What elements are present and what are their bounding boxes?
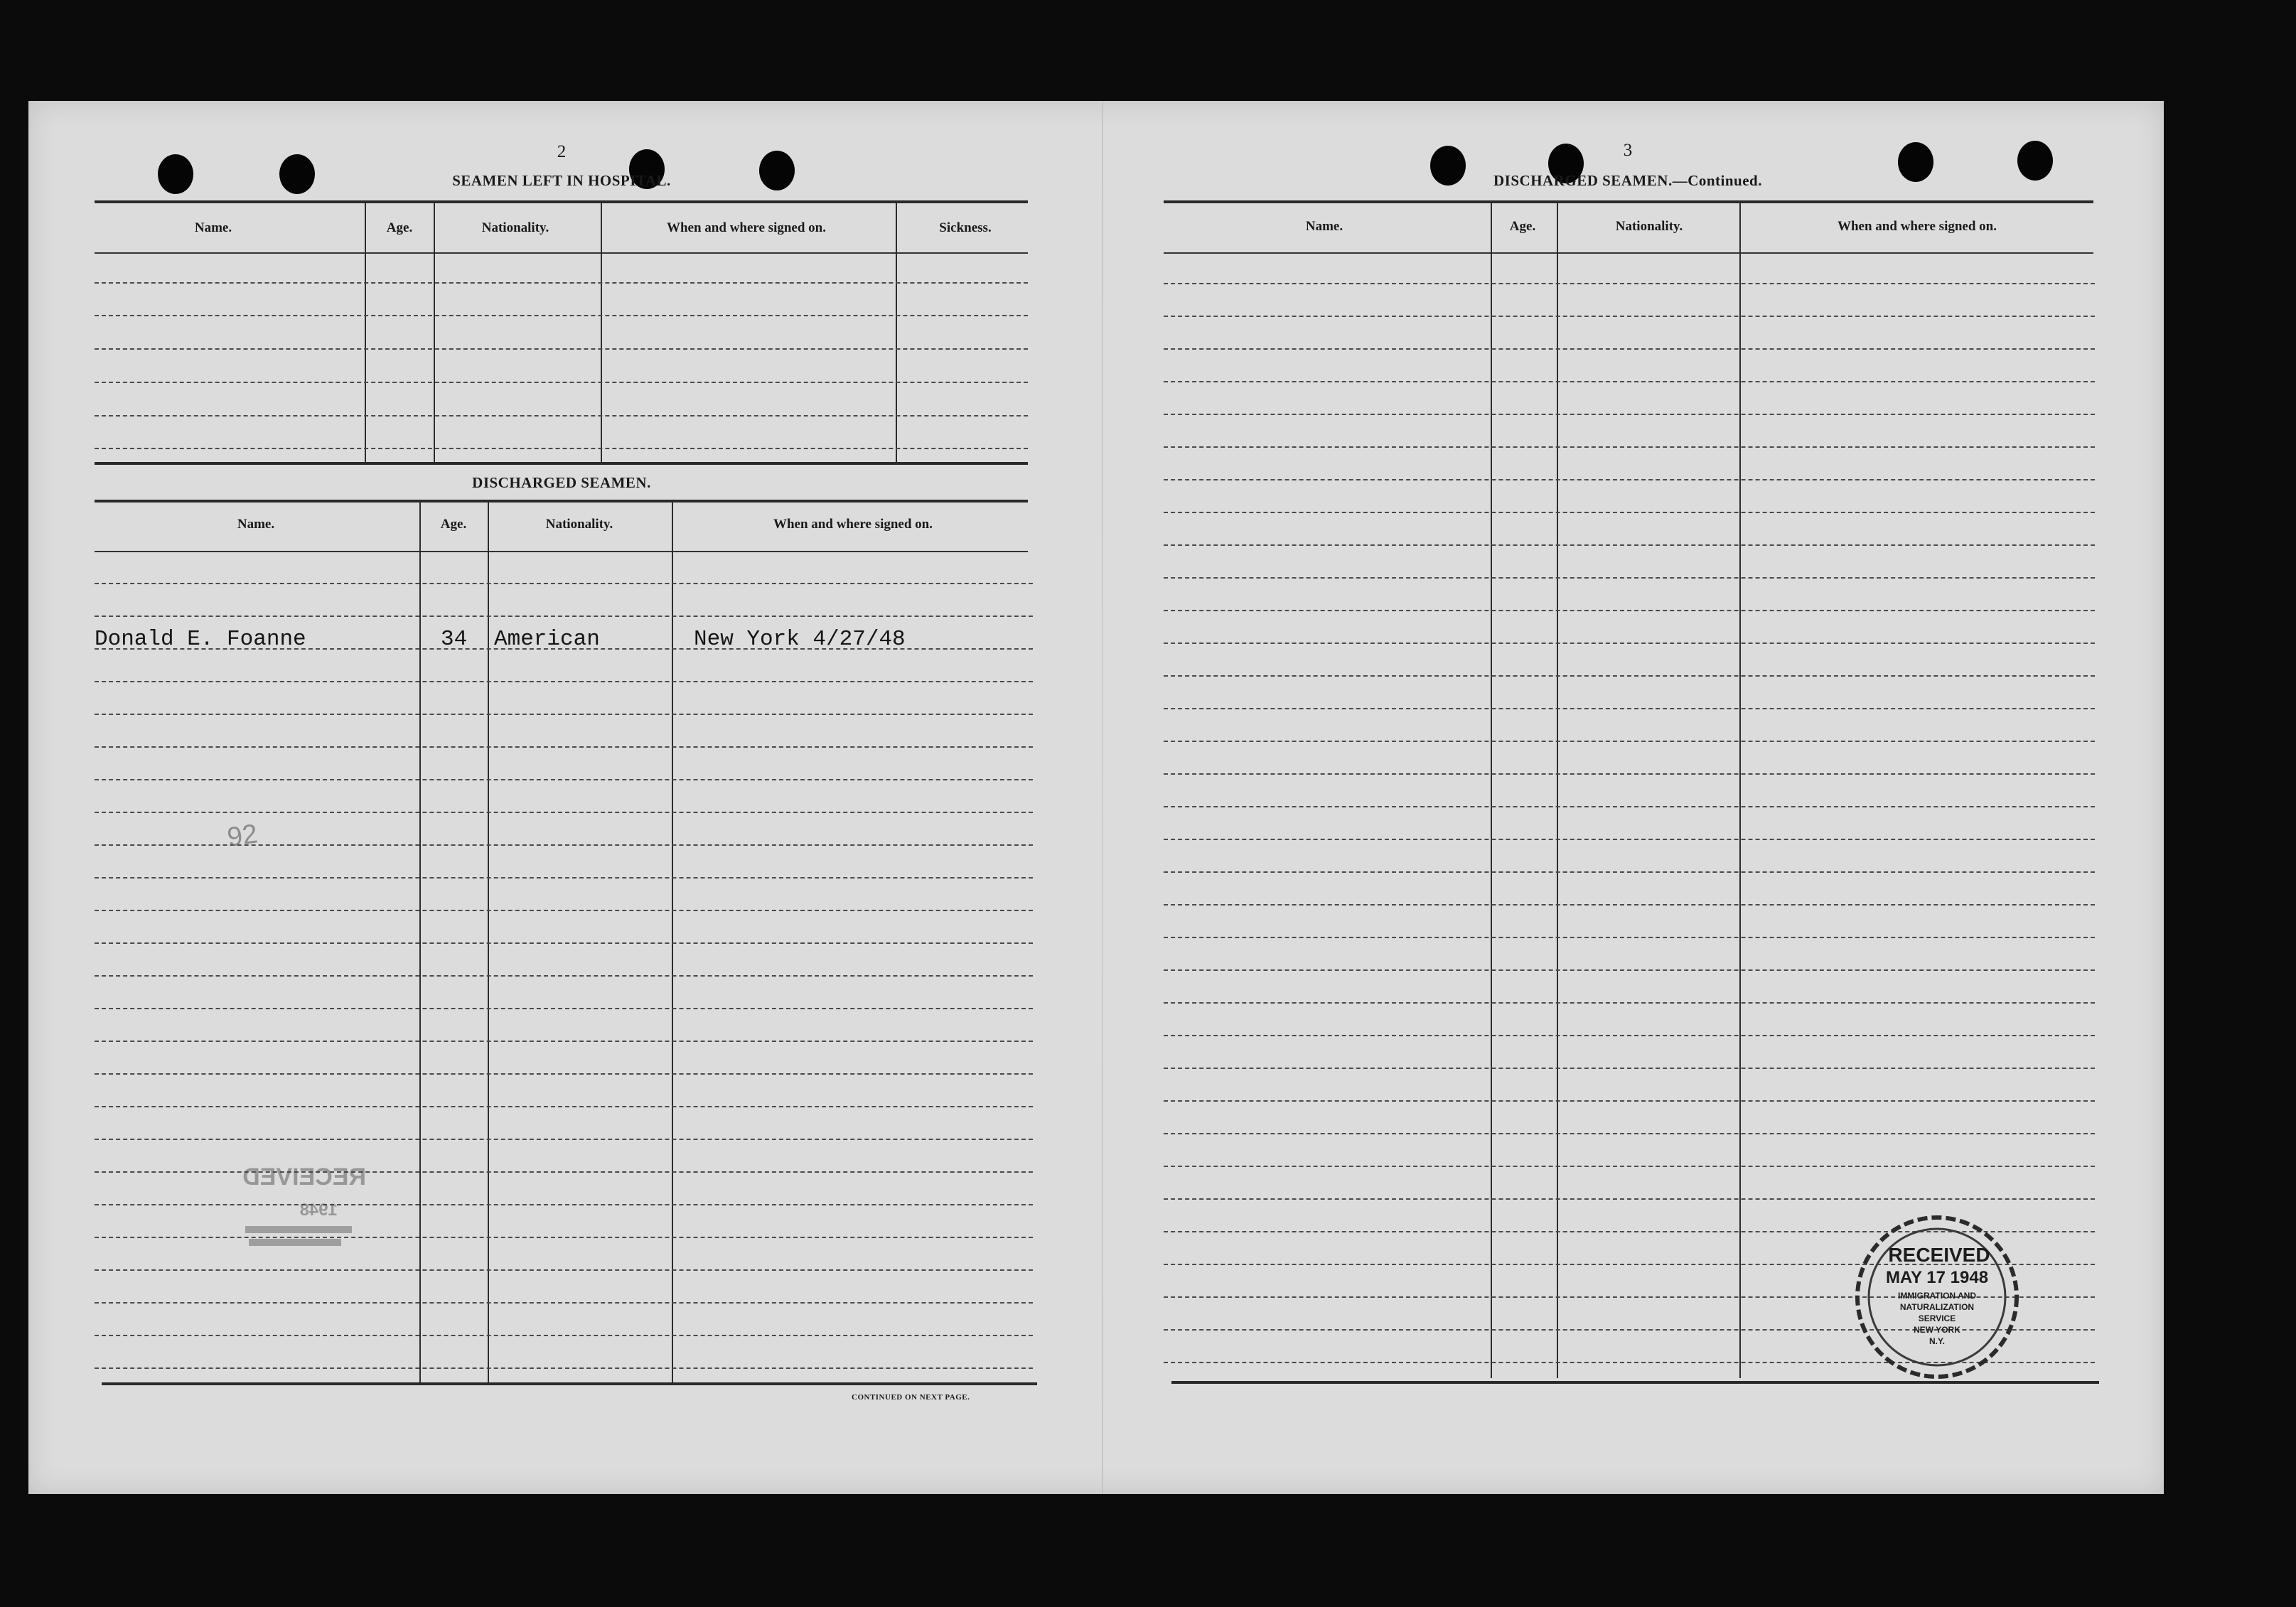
- right-header-rule: [1164, 252, 2093, 254]
- ruled-row: [1164, 806, 2095, 807]
- ruled-row: [1164, 871, 2095, 873]
- right-col-name: Name.: [1305, 219, 1343, 234]
- ruled-row: [95, 746, 1033, 748]
- punch-hole: [1430, 146, 1466, 186]
- ruled-row: [95, 1073, 1033, 1075]
- hospital-col-divider: [601, 202, 602, 463]
- ruled-row: [1164, 1166, 2095, 1167]
- hospital-row: [95, 448, 1028, 449]
- ruled-row: [1164, 937, 2095, 938]
- svg-text:NEW YORK: NEW YORK: [1914, 1325, 1960, 1335]
- discharged-col-age: Age.: [440, 517, 467, 532]
- hospital-row: [95, 282, 1028, 284]
- ruled-row: [1164, 708, 2095, 709]
- right-col-age: Age.: [1509, 219, 1536, 234]
- ruled-row: [95, 975, 1033, 977]
- hospital-col-nationality: Nationality.: [481, 220, 549, 235]
- right-col-divider: [1557, 202, 1558, 1378]
- received-stamp: [1848, 1208, 2026, 1386]
- margin-mark: 92: [225, 819, 259, 853]
- punch-hole: [2017, 141, 2053, 181]
- punch-hole: [158, 154, 193, 194]
- punch-hole: [279, 154, 315, 194]
- discharged-col-divider: [488, 501, 489, 1382]
- entry-signed-on: New York 4/27/48: [694, 627, 906, 652]
- document-sheet: [28, 101, 2164, 1494]
- ruled-row: [1164, 577, 2095, 579]
- discharged-table-top-rule: [95, 500, 1028, 502]
- ruled-row: [1164, 675, 2095, 677]
- ruled-row: [95, 1269, 1033, 1271]
- hospital-col-divider: [896, 202, 897, 463]
- ruled-row: [95, 1106, 1033, 1107]
- ruled-row: [1164, 316, 2095, 317]
- ruled-row: [95, 1367, 1033, 1369]
- ruled-row: [95, 1302, 1033, 1304]
- discharged-col-name: Name.: [237, 517, 275, 532]
- ruled-row: [1164, 1035, 2095, 1036]
- ruled-row: [1164, 544, 2095, 546]
- ruled-row: [1164, 479, 2095, 480]
- svg-text:IMMIGRATION AND: IMMIGRATION AND: [1898, 1291, 1976, 1301]
- hospital-col-signed-on: When and where signed on.: [666, 220, 827, 235]
- discharged-section-title: DISCHARGED SEAMEN.: [472, 474, 651, 491]
- ruled-row: [1164, 969, 2095, 971]
- ruled-row: [1164, 283, 2095, 284]
- ruled-row: [95, 616, 1033, 617]
- hospital-col-age: Age.: [386, 220, 413, 235]
- ruled-row: [1164, 643, 2095, 644]
- right-col-signed-on: When and where signed on.: [1837, 219, 1997, 234]
- right-page-number: 3: [1623, 141, 1633, 160]
- svg-text:N.Y.: N.Y.: [1928, 1336, 1946, 1346]
- ruled-row: [95, 1008, 1033, 1009]
- ruled-row: [95, 779, 1033, 780]
- svg-text:RECEIVED: RECEIVED: [242, 1163, 366, 1191]
- ruled-row: [1164, 1100, 2095, 1102]
- ruled-row: [1164, 904, 2095, 905]
- ruled-row: [95, 1139, 1033, 1140]
- ruled-row: [1164, 1002, 2095, 1004]
- ruled-row: [1164, 348, 2095, 350]
- discharged-col-signed-on: When and where signed on.: [773, 517, 933, 532]
- hospital-table-bottom-rule: [95, 462, 1028, 465]
- right-col-nationality: Nationality.: [1615, 219, 1683, 234]
- hospital-section-title: SEAMEN LEFT IN HOSPITAL.: [452, 172, 671, 189]
- hospital-col-sickness: Sickness.: [939, 220, 992, 235]
- discharged-header-rule: [95, 551, 1028, 552]
- hospital-row: [95, 382, 1028, 383]
- ruled-row: [1164, 512, 2095, 513]
- entry-nationality: American: [494, 627, 600, 652]
- ruled-row: [95, 714, 1033, 715]
- discharged-col-nationality: Nationality.: [545, 517, 613, 532]
- ruled-row: [1164, 1068, 2095, 1069]
- discharged-col-divider: [419, 501, 421, 1382]
- ruled-row: [1164, 414, 2095, 415]
- punch-hole: [1898, 142, 1933, 182]
- ruled-row: [95, 681, 1033, 682]
- ruled-row: [1164, 446, 2095, 448]
- ruled-row: [95, 812, 1033, 813]
- left-page-number: 2: [557, 142, 567, 161]
- ruled-row: [1164, 773, 2095, 775]
- entry-age: 34: [441, 627, 468, 652]
- punch-hole: [759, 151, 795, 190]
- hospital-row: [95, 315, 1028, 316]
- ruled-row: [1164, 381, 2095, 382]
- svg-text:RECEIVED: RECEIVED: [1888, 1244, 1990, 1266]
- right-table-top-rule: [1164, 200, 2093, 203]
- continued-note: CONTINUED ON NEXT PAGE.: [852, 1393, 970, 1402]
- page-fold: [1102, 101, 1103, 1494]
- hospital-col-divider: [434, 202, 435, 463]
- svg-text:MAY 17 1948: MAY 17 1948: [1885, 1268, 1989, 1287]
- hospital-header-rule: [95, 252, 1028, 254]
- ruled-row: [1164, 1133, 2095, 1134]
- right-col-divider: [1739, 202, 1741, 1378]
- right-col-divider: [1491, 202, 1492, 1378]
- ruled-row: [1164, 610, 2095, 611]
- discharged-table-bottom-rule: [102, 1382, 1037, 1385]
- right-section-title: DISCHARGED SEAMEN.—Continued.: [1493, 172, 1762, 189]
- svg-text:NATURALIZATION: NATURALIZATION: [1899, 1302, 1975, 1312]
- ruled-row: [95, 583, 1033, 584]
- discharged-col-divider: [672, 501, 673, 1382]
- ruled-row: [1164, 839, 2095, 840]
- entry-name: Donald E. Foanne: [95, 627, 306, 652]
- ruled-row: [95, 1041, 1033, 1042]
- ruled-row: [1164, 741, 2095, 742]
- ruled-row: [95, 1335, 1033, 1336]
- svg-text:1948: 1948: [299, 1200, 338, 1220]
- hospital-col-divider: [365, 202, 366, 463]
- ruled-row: [1164, 1198, 2095, 1200]
- svg-text:SERVICE: SERVICE: [1918, 1313, 1956, 1323]
- hospital-row: [95, 415, 1028, 416]
- hospital-table-top-rule: [95, 200, 1028, 203]
- ruled-row: [95, 877, 1033, 878]
- hospital-col-name: Name.: [194, 220, 232, 235]
- hospital-row: [95, 348, 1028, 350]
- ruled-row: [95, 942, 1033, 944]
- faint-received-stamp: [195, 1155, 380, 1262]
- ruled-row: [95, 910, 1033, 911]
